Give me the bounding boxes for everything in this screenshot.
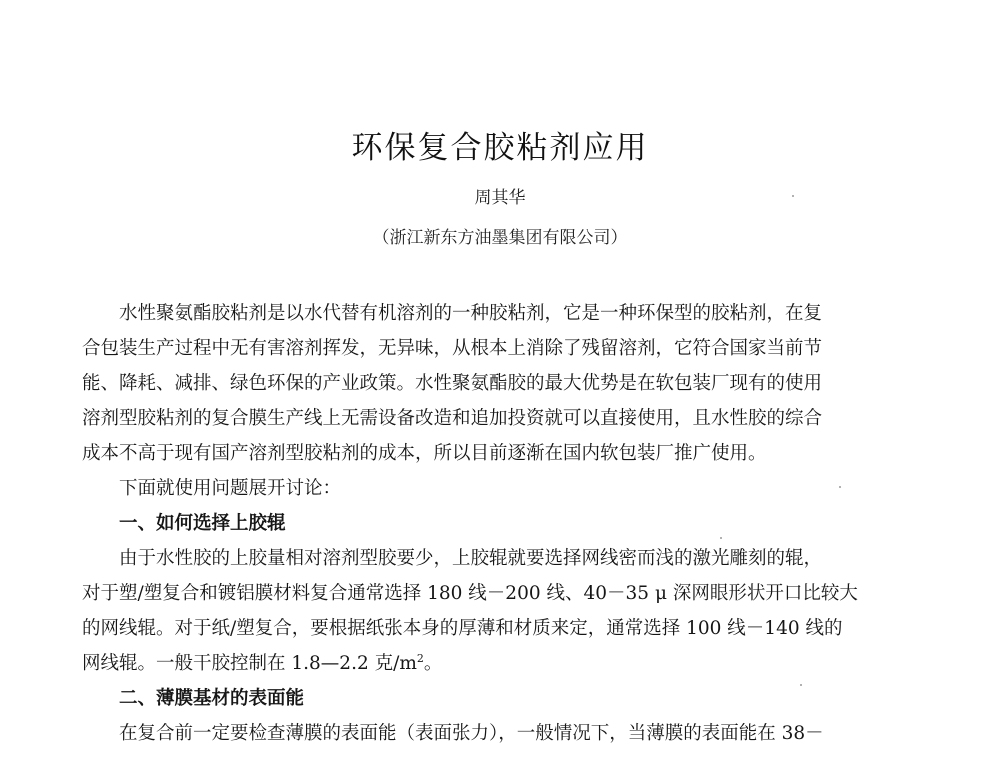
section1-line-2: 对于塑/塑复合和镀铝膜材料复合通常选择 180 线－200 线、40－35 μ 深网眼形状开口比较大: [82, 583, 858, 604]
section1-line-3: 的网线辊。对于纸/塑复合，要根据纸张本身的厚薄和材质来定，通常选择 100 线－140 线的: [82, 618, 843, 639]
intro-line-1: 水性聚氨酯胶粘剂是以水代替有机溶剂的一种胶粘剂，它是一种环保型的胶粘剂，在复: [119, 303, 823, 324]
section2-line-1: 在复合前一定要检查薄膜的表面能（表面张力），一般情况下，当薄膜的表面能在 38－: [119, 723, 824, 744]
author-affiliation: （浙江新东方油墨集团有限公司）: [372, 228, 628, 248]
scan-speck: [800, 684, 802, 686]
intro-line-5: 成本不高于现有国产溶剂型胶粘剂的成本，所以目前逐渐在国内软包装厂推广使用。: [82, 443, 767, 464]
section1-line-1: 由于水性胶的上胶量相对溶剂型胶要少，上胶辊就要选择网线密而浅的激光雕刻的辊，: [119, 548, 823, 569]
intro-line-2: 合包装生产过程中无有害溶剂挥发，无异味，从根本上消除了残留溶剂，它符合国家当前节: [82, 338, 823, 359]
section1-line-4-text: 网线辊。一般干胶控制在 1.8—2.2 克/m: [82, 653, 417, 674]
scan-speck: [720, 537, 722, 539]
scan-speck: [792, 195, 794, 197]
section1-line-4: [82, 646, 920, 681]
document-title: 环保复合胶粘剂应用: [351, 130, 649, 166]
unit-superscript: 2: [416, 651, 424, 665]
section1-line-4-end: 。: [423, 653, 443, 674]
section-heading-1: 一、如何选择上胶辊: [119, 513, 286, 534]
discussion-intro: 下面就使用问题展开讨论：: [119, 478, 342, 499]
author-name: 周其华: [474, 188, 526, 208]
scan-speck: [839, 486, 841, 488]
article-body: [82, 296, 920, 751]
intro-line-3: 能、降耗、减排、绿色环保的产业政策。水性聚氨酯胶的最大优势是在软包装厂现有的使用: [82, 373, 823, 394]
intro-line-4: 溶剂型胶粘剂的复合膜生产线上无需设备改造和追加投资就可以直接使用，且水性胶的综合: [82, 408, 823, 429]
section-heading-2: 二、薄膜基材的表面能: [119, 688, 305, 709]
